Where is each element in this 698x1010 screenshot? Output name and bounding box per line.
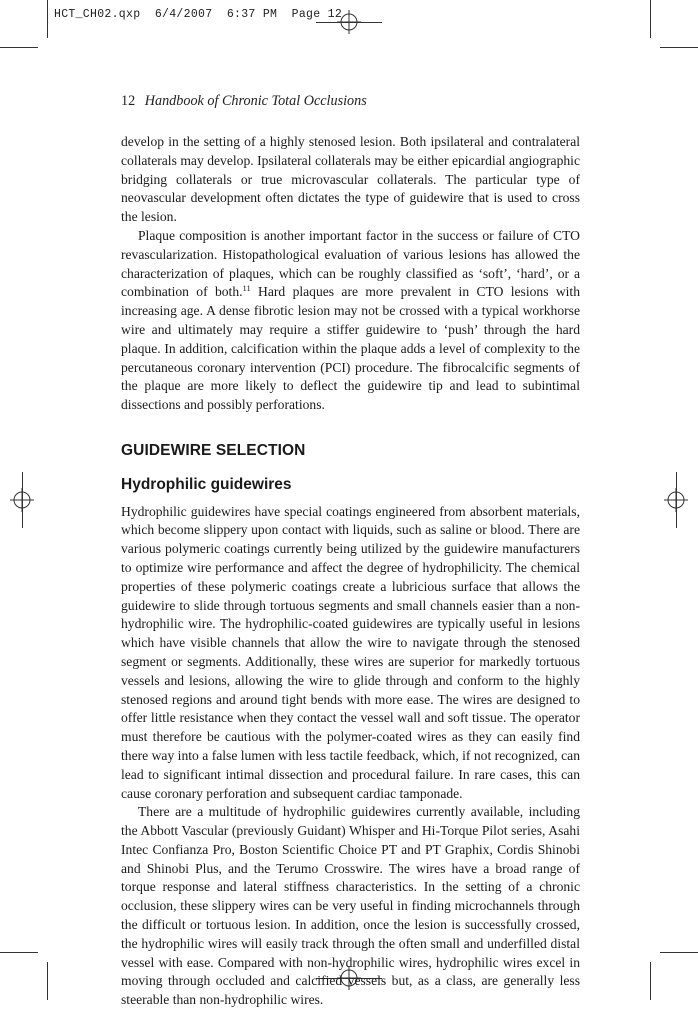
paragraph-plaque-composition xyxy=(121,227,580,415)
paragraph-text: Plaque composition is another important factor in the success or failure of CTO revascularization. Histopathological evaluation of various lesions has allowed the characterization of plaques, which can be roughly classified as ‘soft’, ‘hard’, or a combination of both. xyxy=(121,227,580,300)
crop-mark-top-right-vertical xyxy=(650,0,651,38)
crop-mark-top-left-vertical xyxy=(47,0,48,38)
paragraph-continued: develop in the setting of a highly stenosed lesion. Both ipsilateral and contralateral collaterals may develop. Ipsilateral collaterals may be either epicardial angiographic bridging collaterals or true microvascular collaterals. The particular type of neovascular development often dictates the type of guidewire that is used to cross the lesion. xyxy=(121,134,580,225)
paragraph-hydrophilic-intro: Hydrophilic guidewires have special coatings engineered from absorbent materials, which become slippery upon contact with liquids, such as saline or blood. There are various polymeric coatings currently being utilized by the guidewire manufacturers to optimize wire performance and affect the degree of hydrophilicity. The chemical properties of these polymeric coatings create a lubricious surface that allows the guidewire to slide through tortuous segments and small channels easier than a non-hydrophilic wire. The hydrophilic-coated guidewires are typically useful in lesions which have visible channels that allow the wire to navigate through the stenosed segment or segments. Additionally, these wires are superior for markedly tortuous vessels and lesions, allowing the wire to glide through and conform to the highly stenosed regions and around tight bends with more ease. The wires are designed to offer little resistance when they contact the vessel wall and soft tissue. The operator must therefore be cautious with the polymer-coated wires as they can easily find there way into a false lumen with less tactile feedback, which, if not recognized, can lead to significant intimal dissection and procedural failure. In rare cases, this can cause coronary perforation and subsequent cardiac tamponade. xyxy=(121,503,580,801)
section-heading: GUIDEWIRE SELECTION xyxy=(121,441,306,459)
printer-slug: HCT_CH02.qxp 6/4/2007 6:37 PM Page 12 xyxy=(54,8,343,21)
subsection-heading: Hydrophilic guidewires xyxy=(121,475,292,493)
registration-line-top xyxy=(316,22,382,23)
running-head xyxy=(121,93,367,110)
page-number: 12 xyxy=(121,93,136,109)
book-title: Handbook of Chronic Total Occlusions xyxy=(144,93,367,109)
registration-line-left xyxy=(22,472,23,528)
crop-mark-bottom-right-horizontal xyxy=(660,952,698,953)
crop-mark-bottom-left-vertical xyxy=(47,962,48,1000)
crop-mark-top-left-horizontal xyxy=(0,47,38,48)
reference-superscript: 11 xyxy=(242,283,251,294)
crop-mark-bottom-right-vertical xyxy=(650,962,651,1000)
page-body xyxy=(121,133,580,1010)
paragraph-hydrophilic-products: There are a multitude of hydrophilic guidewires currently available, including the Abbott Vascular (previously Guidant) Whisper and Hi-Torque Pilot series, Asahi Intec Confianza Pro, Boston Scientific Choice PT and PT Graphix, Cordis Shinobi and Shinobi Plus, and the Terumo Crosswire. The wires have a broad range of torque response and lateral stiffness characteristics. In the setting of a chronic occlusion, these slippery wires can be very useful in finding microchannels through the difficult or tortuous lesion. In addition, once the lesion is successfully crossed, the hydrophilic wires will easily track through the often small and underfilled distal vessel with ease. Compared with non-hydrophilic wires, hydrophilic wires excel in moving through occluded and calcified vessels but, as a class, are generally less steerable than non-hydrophilic wires. xyxy=(121,804,580,1008)
crop-mark-top-right-horizontal xyxy=(660,47,698,48)
crop-mark-bottom-left-horizontal xyxy=(0,952,38,953)
registration-line-right xyxy=(676,472,677,528)
paragraph-text: Hard plaques are more prevalent in CTO lesions with increasing age. A dense fibrotic lesion may not be crossed with a typical workhorse wire and ultimately may require a stiffer guidewire to ‘push’ through the hard plaque. In addition, calcification within the plaque adds a level of complexity to the percutaneous coronary intervention (PCI) procedure. The fibrocalcific segments of the plaque are more likely to deflect the guidewire tip and lead to subintimal dissections and possibly perforations. xyxy=(121,284,580,413)
